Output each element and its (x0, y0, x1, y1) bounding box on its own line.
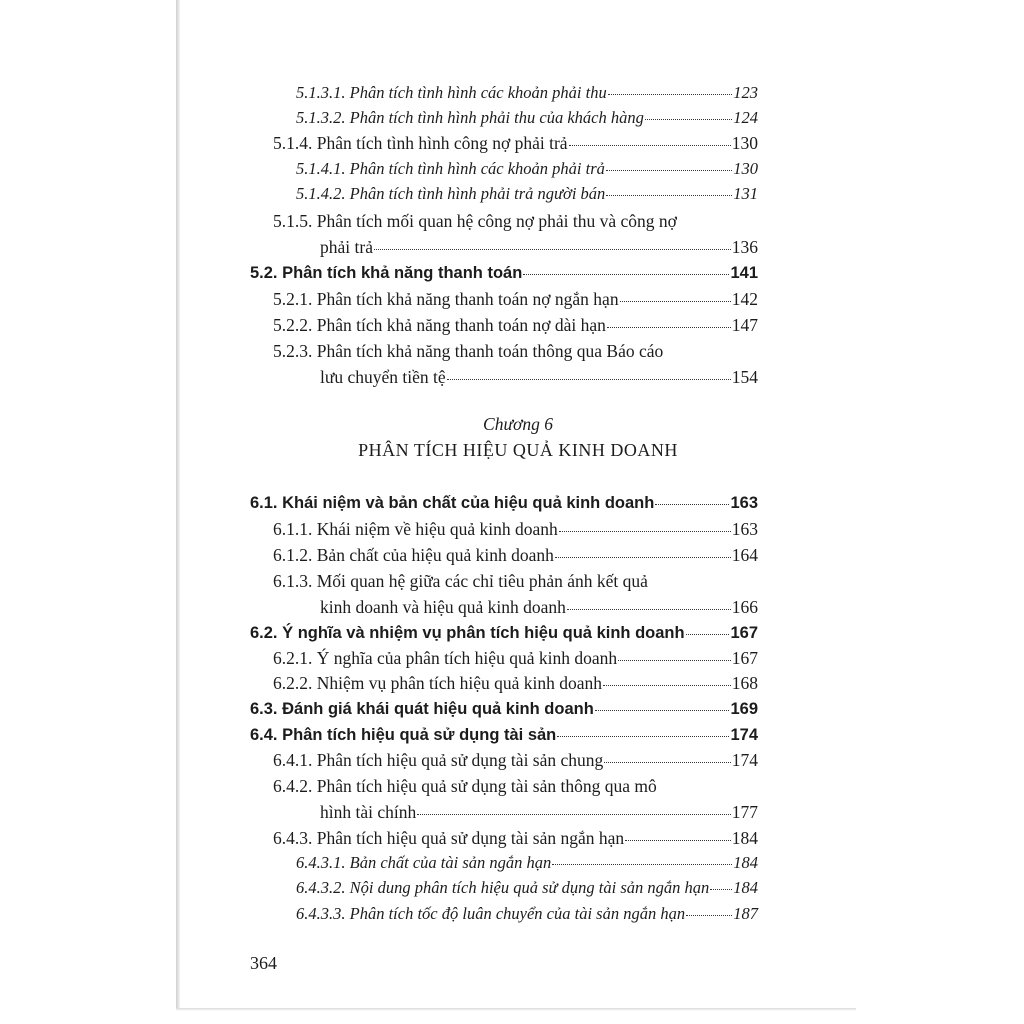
dot-leader (569, 145, 731, 146)
toc-entry (296, 158, 758, 180)
dot-leader (559, 531, 731, 532)
dot-leader (603, 685, 731, 686)
toc-page-number: 184 (733, 853, 758, 872)
toc-entry (250, 262, 758, 284)
toc-page-number: 136 (731, 237, 758, 257)
toc-entry (273, 749, 758, 771)
dot-leader (686, 915, 732, 916)
dot-leader (625, 840, 731, 841)
toc-entry-text: 6.4.3.1. Bản chất của tài sản ngắn hạn (296, 853, 552, 872)
toc-page-number: 163 (731, 519, 758, 539)
toc-entry (250, 622, 758, 644)
toc-page-number: 141 (730, 264, 758, 282)
toc-entry (296, 82, 758, 104)
toc-entry-text: 6.4.3. Phân tích hiệu quả sử dụng tài sản ngắn hạn (273, 828, 625, 848)
toc-entry-text: 6.2. Ý nghĩa và nhiệm vụ phân tích hiệu quả kinh doanh (250, 624, 685, 642)
chapter-number: Chương 6 (483, 414, 553, 434)
toc-page-number: 166 (731, 597, 758, 617)
toc-page-number: 177 (731, 802, 758, 822)
dot-leader (606, 195, 732, 196)
dot-leader (447, 379, 731, 380)
toc-entry (296, 877, 758, 899)
toc-entry-text: 6.4.3.2. Nội dung phân tích hiệu quả sử dụng tài sản ngắn hạn (296, 878, 710, 897)
toc-page-number: 130 (731, 133, 758, 153)
toc-page-number: 169 (730, 700, 758, 718)
dot-leader (604, 762, 730, 763)
toc-entry-text: 5.1.4.1. Phân tích tình hình các khoản phải trả (296, 159, 605, 178)
dot-leader (595, 710, 730, 711)
toc-page-number: 168 (731, 673, 758, 693)
toc-page-number: 163 (730, 494, 758, 512)
toc-entry-text: 6.1.1. Khái niệm về hiệu quả kinh doanh (273, 519, 558, 539)
dot-leader (620, 301, 731, 302)
toc-entry-text: 6.4.2. Phân tích hiệu quả sử dụng tài sản thông qua mô (273, 776, 657, 796)
toc-entry-text: 6.1.2. Bản chất của hiệu quả kinh doanh (273, 545, 554, 565)
toc-entry-text-continued: kinh doanh và hiệu quả kinh doanh (320, 597, 566, 617)
toc-entry-text: 6.1.3. Mối quan hệ giữa các chỉ tiêu phản ánh kết quả (273, 571, 648, 591)
toc-page-number: 184 (733, 878, 758, 897)
toc-entry-text: 6.4.1. Phân tích hiệu quả sử dụng tài sản chung (273, 750, 604, 770)
dot-leader (655, 504, 729, 505)
chapter-title: PHÂN TÍCH HIỆU QUẢ KINH DOANH (358, 440, 678, 460)
toc-entry (320, 366, 758, 388)
toc-page-number: 123 (733, 83, 758, 102)
toc-entry-text: 5.1.3.1. Phân tích tình hình các khoản phải thu (296, 83, 607, 102)
toc-entry (250, 698, 758, 720)
toc-page-number: 164 (731, 545, 758, 565)
dot-leader (557, 736, 729, 737)
toc-page-number: 174 (731, 750, 758, 770)
toc-entry-text-continued: phải trả (320, 237, 373, 257)
toc-entry-text: 6.4.3.3. Phân tích tốc độ luân chuyển của tài sản ngắn hạn (296, 904, 686, 923)
toc-page-number: 142 (731, 289, 758, 309)
dot-leader (555, 557, 731, 558)
toc-entry-text: 6.3. Đánh giá khái quát hiệu quả kinh doanh (250, 700, 594, 718)
toc-entry (320, 801, 758, 823)
toc-entry-text: 5.1.5. Phân tích mối quan hệ công nợ phải thu và công nợ (273, 211, 677, 231)
dot-leader (618, 660, 731, 661)
dot-leader (567, 609, 731, 610)
toc-page-number: 184 (731, 828, 758, 848)
toc-entry (320, 596, 758, 618)
dot-leader (417, 814, 731, 815)
toc-entry-text-continued: hình tài chính (320, 802, 417, 822)
toc-entry (273, 827, 758, 849)
toc-entry-text: 5.2.1. Phân tích khả năng thanh toán nợ ngắn hạn (273, 289, 619, 309)
toc-entry (273, 314, 758, 336)
toc-entry (250, 724, 758, 746)
toc-entry (296, 903, 758, 925)
toc-entry-text: 5.2.2. Phân tích khả năng thanh toán nợ dài hạn (273, 315, 606, 335)
book-page (180, 0, 856, 1008)
toc-entry (296, 852, 758, 874)
dot-leader (523, 274, 729, 275)
toc-page-number: 174 (730, 726, 758, 744)
page-bottom-shadow (176, 1008, 856, 1011)
toc-entry (250, 492, 758, 514)
toc-entry (273, 544, 758, 566)
toc-entry-text: 6.2.1. Ý nghĩa của phân tích hiệu quả kinh doanh (273, 648, 618, 668)
toc-page-number: 124 (733, 108, 758, 127)
toc-page-number: 147 (731, 315, 758, 335)
dot-leader (374, 249, 731, 250)
toc-entry-text: 6.1. Khái niệm và bản chất của hiệu quả kinh doanh (250, 494, 655, 512)
page-number: 364 (250, 953, 277, 973)
toc-entry-text: 5.2. Phân tích khả năng thanh toán (250, 264, 523, 282)
toc-entry-text: 5.1.3.2. Phân tích tình hình phải thu của khách hàng (296, 108, 644, 127)
toc-page-number: 187 (733, 904, 758, 923)
dot-leader (710, 889, 732, 890)
dot-leader (607, 327, 731, 328)
toc-entry-text: 5.2.3. Phân tích khả năng thanh toán thông qua Báo cáo (273, 341, 664, 361)
toc-entry (320, 236, 758, 258)
toc-entry (273, 672, 758, 694)
toc-entry (273, 132, 758, 154)
dot-leader (608, 94, 733, 95)
dot-leader (606, 170, 732, 171)
toc-page-number: 154 (731, 367, 758, 387)
toc-page-number: 167 (730, 624, 758, 642)
toc-page-number: 167 (731, 648, 758, 668)
toc-entry (296, 183, 758, 205)
toc-entry (273, 288, 758, 310)
toc-entry-text-continued: lưu chuyển tiền tệ (320, 367, 446, 387)
dot-leader (645, 119, 732, 120)
toc-page-number: 130 (733, 159, 758, 178)
dot-leader (686, 634, 730, 635)
toc-entry (273, 518, 758, 540)
toc-entry-text: 5.1.4. Phân tích tình hình công nợ phải trả (273, 133, 568, 153)
toc-entry (273, 647, 758, 669)
toc-entry-text: 5.1.4.2. Phân tích tình hình phải trả người bán (296, 184, 606, 203)
dot-leader (552, 864, 732, 865)
toc-entry-text: 6.2.2. Nhiệm vụ phân tích hiệu quả kinh doanh (273, 673, 603, 693)
toc-entry (296, 107, 758, 129)
toc-page-number: 131 (733, 184, 758, 203)
toc-entry-text: 6.4. Phân tích hiệu quả sử dụng tài sản (250, 726, 557, 744)
